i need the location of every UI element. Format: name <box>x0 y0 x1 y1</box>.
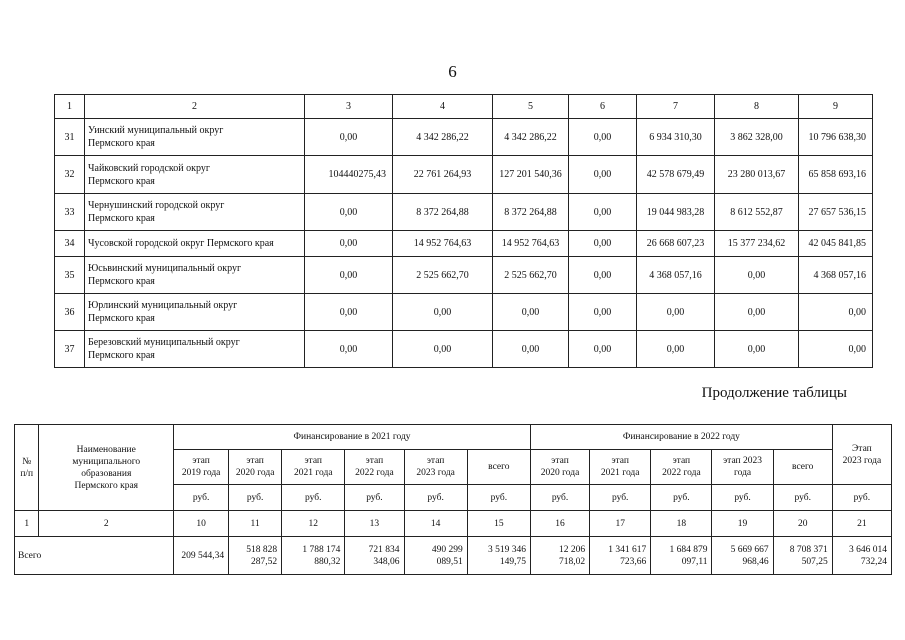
column-number: 17 <box>590 511 651 537</box>
column-number-row <box>15 511 892 537</box>
column-number: 2 <box>39 511 174 537</box>
column-number: 16 <box>530 511 589 537</box>
amount-cell: 0,00 <box>715 257 799 294</box>
amount-cell: 4 368 057,16 <box>637 257 715 294</box>
amount-cell: 4 342 286,22 <box>393 119 493 156</box>
header-cell: 5 <box>493 95 569 119</box>
amount-cell: 8 372 264,88 <box>393 194 493 231</box>
column-number: 11 <box>229 511 282 537</box>
column-number: 21 <box>832 511 891 537</box>
stage-subheader: всего <box>773 450 832 485</box>
unit-cell: руб. <box>467 485 530 511</box>
amount-cell: 0,00 <box>715 331 799 368</box>
stage-2023-header: Этап 2023 года <box>832 425 891 485</box>
stage-subheader: этап 2021 года <box>590 450 651 485</box>
amount-cell: 65 858 693,16 <box>799 156 873 194</box>
municipality-name: Юсьвинский муниципальный округ Пермского края <box>85 257 305 294</box>
stage-subheader: всего <box>467 450 530 485</box>
header-cell: 8 <box>715 95 799 119</box>
amount-cell: 23 280 013,67 <box>715 156 799 194</box>
total-row <box>15 537 892 575</box>
row-number: 32 <box>55 156 85 194</box>
stage-subheader: этап 2023 года <box>712 450 773 485</box>
table-row <box>55 257 873 294</box>
unit-cell: руб. <box>282 485 345 511</box>
amount-cell: 104440275,43 <box>305 156 393 194</box>
column-number: 15 <box>467 511 530 537</box>
group-header-row <box>15 425 892 450</box>
municipality-name: Чусовской городской округ Пермского края <box>85 231 305 257</box>
amount-cell: 27 657 536,15 <box>799 194 873 231</box>
row-number: 31 <box>55 119 85 156</box>
unit-cell: руб. <box>651 485 712 511</box>
unit-cell: руб. <box>530 485 589 511</box>
amount-cell: 0,00 <box>569 257 637 294</box>
amount-cell: 0,00 <box>305 257 393 294</box>
financing-table-continuation <box>14 424 892 575</box>
total-value: 1 788 174 880,32 <box>282 537 345 575</box>
total-value: 3 646 014 732,24 <box>832 537 891 575</box>
amount-cell: 0,00 <box>569 194 637 231</box>
amount-cell: 3 862 328,00 <box>715 119 799 156</box>
stage-subheader: этап 2020 года <box>530 450 589 485</box>
stage-subheader: этап 2023 года <box>404 450 467 485</box>
header-cell: 7 <box>637 95 715 119</box>
unit-cell: руб. <box>590 485 651 511</box>
group-2022-header: Финансирование в 2022 году <box>530 425 832 450</box>
header-cell: 3 <box>305 95 393 119</box>
row-number: 34 <box>55 231 85 257</box>
amount-cell: 0,00 <box>715 294 799 331</box>
amount-cell: 0,00 <box>393 294 493 331</box>
amount-cell: 127 201 540,36 <box>493 156 569 194</box>
table-row <box>55 231 873 257</box>
total-value: 209 544,34 <box>174 537 229 575</box>
total-value: 518 828 287,52 <box>229 537 282 575</box>
row-number: 35 <box>55 257 85 294</box>
amount-cell: 0,00 <box>305 194 393 231</box>
amount-cell: 42 045 841,85 <box>799 231 873 257</box>
table-header-row <box>55 95 873 119</box>
name-column-header: Наименование муниципального образования Пермского края <box>39 425 174 511</box>
total-value: 12 206 718,02 <box>530 537 589 575</box>
amount-cell: 2 525 662,70 <box>393 257 493 294</box>
total-value: 1 341 617 723,66 <box>590 537 651 575</box>
column-number: 20 <box>773 511 832 537</box>
amount-cell: 26 668 607,23 <box>637 231 715 257</box>
amount-cell: 10 796 638,30 <box>799 119 873 156</box>
amount-cell: 0,00 <box>569 156 637 194</box>
total-value: 1 684 879 097,11 <box>651 537 712 575</box>
total-value: 721 834 348,06 <box>345 537 404 575</box>
amount-cell: 4 342 286,22 <box>493 119 569 156</box>
column-number: 19 <box>712 511 773 537</box>
header-cell: 1 <box>55 95 85 119</box>
amount-cell: 0,00 <box>637 294 715 331</box>
column-number: 10 <box>174 511 229 537</box>
unit-cell: руб. <box>229 485 282 511</box>
total-value: 5 669 667 968,46 <box>712 537 773 575</box>
amount-cell: 14 952 764,63 <box>493 231 569 257</box>
unit-cell: руб. <box>404 485 467 511</box>
amount-cell: 0,00 <box>637 331 715 368</box>
amount-cell: 0,00 <box>305 119 393 156</box>
amount-cell: 22 761 264,93 <box>393 156 493 194</box>
amount-cell: 8 372 264,88 <box>493 194 569 231</box>
table-row <box>55 294 873 331</box>
stage-subheader: этап 2020 года <box>229 450 282 485</box>
table-row <box>55 194 873 231</box>
municipality-name: Юрлинский муниципальный округ Пермского края <box>85 294 305 331</box>
header-cell: 9 <box>799 95 873 119</box>
amount-cell: 2 525 662,70 <box>493 257 569 294</box>
row-number: 33 <box>55 194 85 231</box>
column-number: 1 <box>15 511 39 537</box>
table-row <box>55 331 873 368</box>
total-value: 490 299 089,51 <box>404 537 467 575</box>
total-value: 3 519 346 149,75 <box>467 537 530 575</box>
stage-subheader: этап 2022 года <box>345 450 404 485</box>
amount-cell: 0,00 <box>799 331 873 368</box>
municipality-name: Чайковский городской округ Пермского края <box>85 156 305 194</box>
amount-cell: 8 612 552,87 <box>715 194 799 231</box>
page-number: 6 <box>448 62 457 81</box>
row-number: 37 <box>55 331 85 368</box>
total-value: 8 708 371 507,25 <box>773 537 832 575</box>
amount-cell: 6 934 310,30 <box>637 119 715 156</box>
amount-cell: 0,00 <box>569 294 637 331</box>
amount-cell: 0,00 <box>305 231 393 257</box>
stage-subheader: этап 2021 года <box>282 450 345 485</box>
header-cell: 2 <box>85 95 305 119</box>
unit-cell: руб. <box>712 485 773 511</box>
table-row <box>55 156 873 194</box>
stage-subheader: этап 2022 года <box>651 450 712 485</box>
table-row <box>55 119 873 156</box>
amount-cell: 4 368 057,16 <box>799 257 873 294</box>
amount-cell: 14 952 764,63 <box>393 231 493 257</box>
amount-cell: 0,00 <box>493 294 569 331</box>
amount-cell: 0,00 <box>569 231 637 257</box>
amount-cell: 0,00 <box>305 331 393 368</box>
unit-cell: руб. <box>345 485 404 511</box>
amount-cell: 0,00 <box>569 331 637 368</box>
amount-cell: 0,00 <box>569 119 637 156</box>
unit-cell: руб. <box>174 485 229 511</box>
column-number: 14 <box>404 511 467 537</box>
stage-subheader: этап 2019 года <box>174 450 229 485</box>
amount-cell: 0,00 <box>393 331 493 368</box>
municipality-name: Уинский муниципальный округ Пермского края <box>85 119 305 156</box>
municipality-name: Березовский муниципальный округ Пермского края <box>85 331 305 368</box>
continuation-label: Продолжение таблицы <box>701 385 847 401</box>
amount-cell: 0,00 <box>493 331 569 368</box>
amount-cell: 15 377 234,62 <box>715 231 799 257</box>
municipality-name: Чернушинский городской округ Пермского края <box>85 194 305 231</box>
column-number: 12 <box>282 511 345 537</box>
group-2021-header: Финансирование в 2021 году <box>174 425 531 450</box>
amount-cell: 0,00 <box>799 294 873 331</box>
number-column-header: № п/п <box>15 425 39 511</box>
column-number: 18 <box>651 511 712 537</box>
amount-cell: 42 578 679,49 <box>637 156 715 194</box>
amount-cell: 0,00 <box>305 294 393 331</box>
header-cell: 4 <box>393 95 493 119</box>
row-number: 36 <box>55 294 85 331</box>
amount-cell: 19 044 983,28 <box>637 194 715 231</box>
unit-cell: руб. <box>832 485 891 511</box>
financing-table-top <box>54 94 873 368</box>
header-cell: 6 <box>569 95 637 119</box>
unit-cell: руб. <box>773 485 832 511</box>
column-number: 13 <box>345 511 404 537</box>
total-label: Всего <box>15 537 174 575</box>
